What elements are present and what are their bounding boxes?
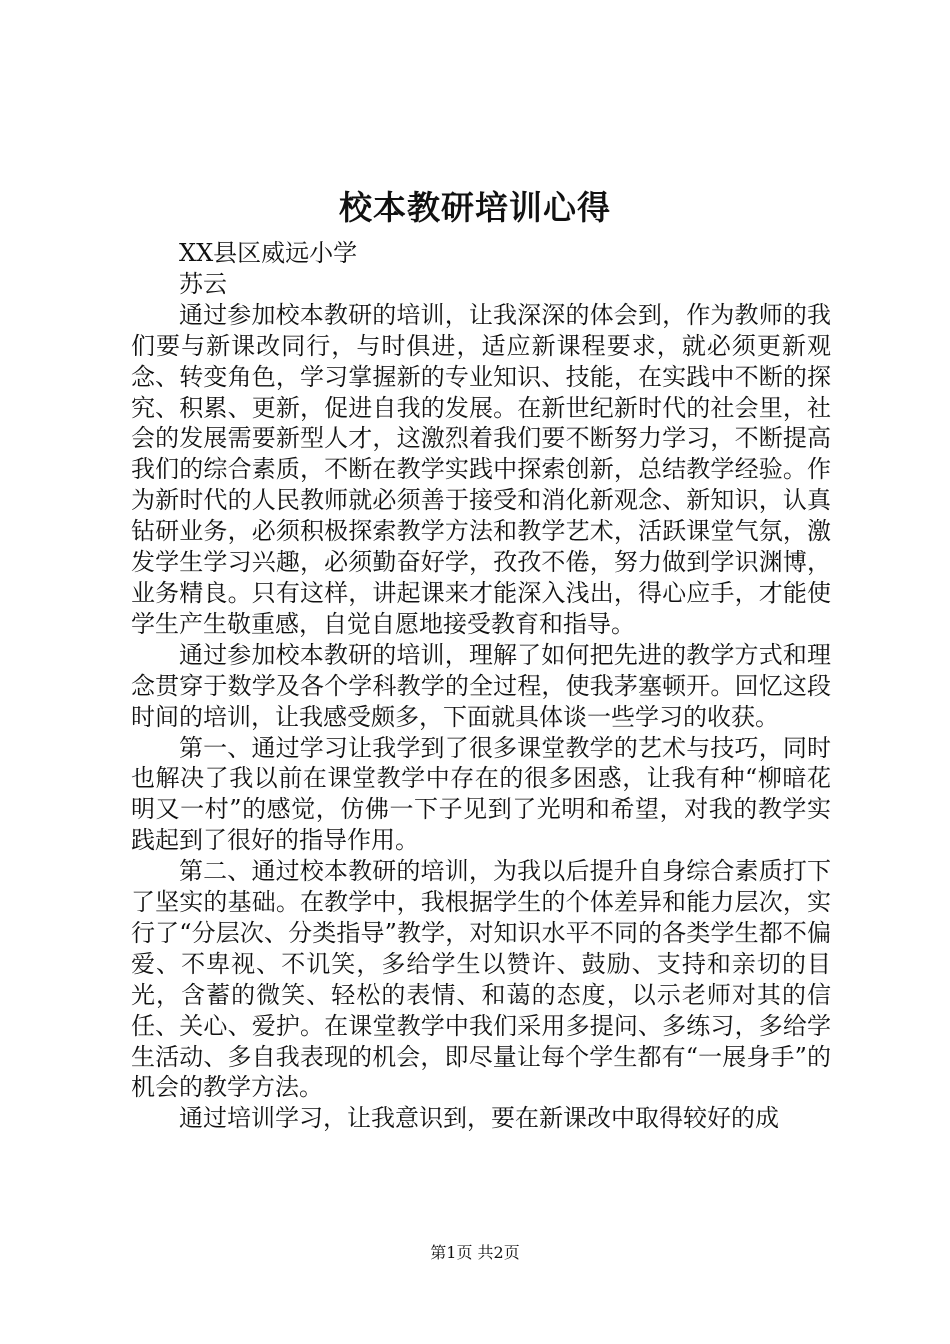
paragraph-1: 通过参加校本教研的培训，让我深深的体会到，作为教师的我们要与新课改同行，与时俱进，适应新课程要求，就必须更新观念、转变角色，学习掌握新的专业知识、技能，在实践中不断的探究、积累、更新，促进自我的发展。在新世纪新时代的社会里，社会的发展需要新型人才，这激烈着我们要不断努力学习，不断提高我们的综合素质，不断在教学实践中探索创新，总结教学经验。作为新时代的人民教师就必须善于接受和消化新观念、新知识，认真钻研业务，必须积极探索教学方法和教学艺术，活跃课堂气氛，激发学生学习兴趣，必须勤奋好学，孜孜不倦，努力做到学识渊博，业务精良。只有这样，讲起课来才能深入浅出，得心应手，才能使学生产生敬重感，自觉自愿地接受教育和指导。 [131, 300, 831, 638]
school-line: XX县区威远小学 [179, 239, 358, 267]
page-number-footer: 第1页 共2页 [430, 1243, 520, 1262]
document-body [131, 238, 831, 1134]
document-title: 校本教研培训心得 [339, 188, 611, 227]
paragraph-3: 第一、通过学习让我学到了很多课堂教学的艺术与技巧，同时也解决了我以前在课堂教学中存在的很多困惑，让我有种“柳暗花明又一村”的感觉，仿佛一下子见到了光明和希望，对我的教学实践起到了很好的指导作用。 [131, 733, 831, 855]
paragraph-4: 第二、通过校本教研的培训，为我以后提升自身综合素质打下了坚实的基础。在教学中，我根据学生的个体差异和能力层次，实行了“分层次、分类指导”教学，对知识水平不同的各类学生都不偏爱、不卑视、不讥笑，多给学生以赞许、鼓励、支持和亲切的目光，含蓄的微笑、轻松的表情、和蔼的态度，以示老师对其的信任、关心、爱护。在课堂教学中我们采用多提问、多练习，多给学生活动、多自我表现的机会，即尽量让每个学生都有“一展身手”的机会的教学方法。 [131, 857, 831, 1102]
paragraph-2: 通过参加校本教研的培训，理解了如何把先进的教学方式和理念贯穿于数学及各个学科教学的全过程，使我茅塞顿开。回忆这段时间的培训，让我感受颇多，下面就具体谈一些学习的收获。 [131, 640, 831, 731]
paragraph-5: 通过培训学习，让我意识到，要在新课改中取得较好的成 [179, 1104, 779, 1133]
author-line: 苏云 [179, 269, 227, 298]
